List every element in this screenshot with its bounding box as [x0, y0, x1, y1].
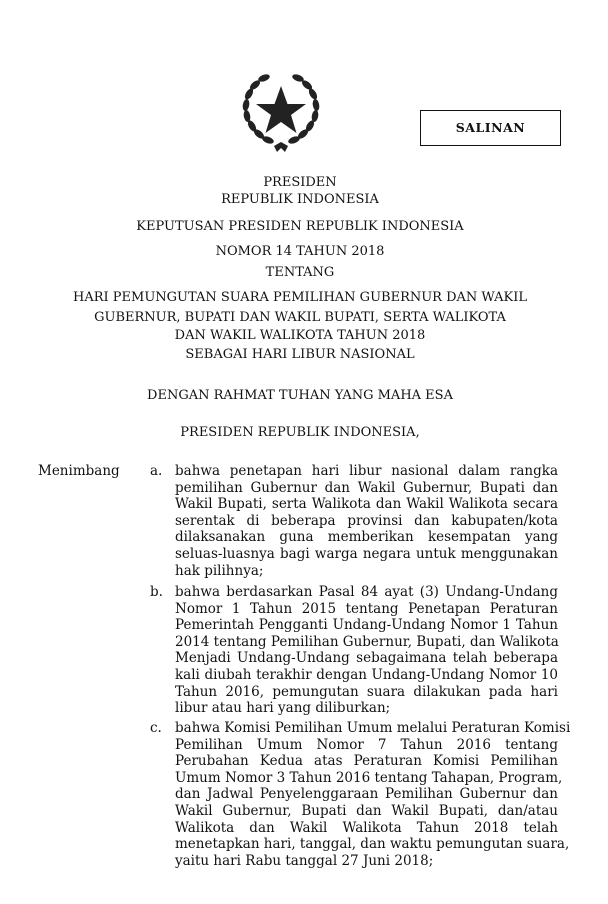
- paragraph-line: 2014 tentang Pemilihan Gubernur, Bupati, dan Walikota: [175, 633, 559, 650]
- copy-badge: SALINAN: [420, 110, 561, 146]
- paragraph-line: Nomor 1 Tahun 2015 tentang Penetapan Peraturan: [175, 600, 558, 617]
- paragraph-line: dilaksanakan guna memberikan kesempatan yang: [175, 529, 558, 546]
- paragraph-line: Umum Nomor 3 Tahun 2016 tentang Tahapan, Program,: [175, 769, 563, 786]
- paragraph-line: seluas-luasnya bagi warga negara untuk menggunakan: [175, 545, 558, 562]
- paragraph-line: Walikota dan Wakil Walikota Tahun 2018 telah: [175, 819, 558, 836]
- considering-item-b: [175, 584, 558, 717]
- paragraph-line: dan Jadwal Penyelenggaraan Pemilihan Gubernur dan: [175, 786, 558, 803]
- document-number: NOMOR 14 TAHUN 2018: [215, 244, 385, 259]
- paragraph-line: yaitu hari Rabu tanggal 27 Juni 2018;: [175, 852, 434, 869]
- paragraph-line: bahwa Komisi Pemilihan Umum melalui Peraturan Komisi: [175, 720, 571, 736]
- subject-line: DAN WAKIL WALIKOTA TAHUN 2018: [174, 328, 426, 343]
- paragraph-line: Pemerintah Pengganti Undang-Undang Nomor 1 Tahun: [175, 617, 558, 634]
- office-title: PRESIDEN: [263, 175, 337, 190]
- considering-label: Menimbang: [38, 463, 120, 479]
- paragraph-line: bahwa berdasarkan Pasal 84 ayat (3) Undang-Undang: [175, 584, 558, 600]
- paragraph-line: libur atau hari yang diliburkan;: [175, 700, 391, 717]
- item-marker: b.: [150, 584, 163, 600]
- paragraph-line: pemilihan Gubernur dan Wakil Gubernur, Bupati dan: [175, 479, 558, 496]
- subject-line: SEBAGAI HARI LIBUR NASIONAL: [185, 347, 415, 362]
- document-type: KEPUTUSAN PRESIDEN REPUBLIK INDONESIA: [136, 219, 464, 234]
- paragraph-line: Pemilihan Umum Nomor 7 Tahun 2016 tentang: [175, 736, 558, 753]
- considering-item-a: [175, 463, 558, 579]
- paragraph-line: Menjadi Undang-Undang sebagaimana telah beberapa: [175, 650, 558, 667]
- paragraph-line: kali diubah terakhir dengan Undang-Undang Nomor 10: [175, 666, 558, 683]
- paragraph-line: Wakil Gubernur, Bupati dan Wakil Bupati, dan/atau: [175, 802, 558, 819]
- office-subtitle: REPUBLIK INDONESIA: [221, 192, 379, 207]
- subject-line: HARI PEMUNGUTAN SUARA PEMILIHAN GUBERNUR DAN WAKIL: [72, 290, 528, 305]
- invocation: DENGAN RAHMAT TUHAN YANG MAHA ESA: [147, 388, 453, 403]
- item-marker: a.: [150, 463, 163, 479]
- item-marker: c.: [150, 720, 162, 736]
- considering-item-c: [175, 720, 571, 869]
- paragraph-line: serentak di beberapa provinsi dan kabupaten/kota: [175, 512, 558, 529]
- paragraph-line: menetapkan hari, tanggal, dan waktu pemungutan suara,: [175, 836, 570, 853]
- paragraph-line: bahwa penetapan hari libur nasional dalam rangka: [175, 463, 558, 479]
- about-heading: TENTANG: [265, 265, 335, 280]
- paragraph-line: hak pilihnya;: [175, 562, 264, 579]
- paragraph-line: Tahun 2016, pemungutan suara dilakukan pada hari: [175, 683, 558, 700]
- garuda-emblem-icon: [238, 68, 324, 154]
- paragraph-line: Wakil Bupati, serta Walikota dan Wakil Walikota secara: [175, 496, 558, 513]
- issuer: PRESIDEN REPUBLIK INDONESIA,: [180, 425, 420, 440]
- subject-line: GUBERNUR, BUPATI DAN WAKIL BUPATI, SERTA WALIKOTA: [94, 310, 506, 325]
- paragraph-line: Perubahan Kedua atas Peraturan Komisi Pemilihan: [175, 753, 558, 770]
